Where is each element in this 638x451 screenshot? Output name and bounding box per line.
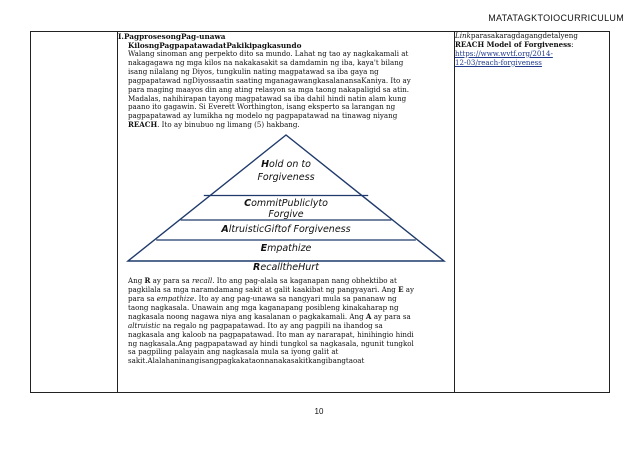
pyramid-level-recall — [118, 261, 454, 275]
reach-letter: E — [398, 285, 404, 295]
reach-pyramid — [118, 134, 454, 262]
side-cell — [455, 32, 610, 393]
intro-line: Madalas, nahihirapan tayong magpatawad sa iba dahil hindi natin alam kung — [128, 93, 407, 103]
empty-cell — [31, 32, 118, 393]
level-text: old on to — [269, 159, 311, 171]
side-text-run: parasakaragdagangdetalyeng — [470, 31, 578, 40]
reach-letter: A — [365, 311, 372, 321]
reference-link[interactable]: https://www.wvtf.org/2014- — [455, 48, 553, 58]
intro-paragraph — [118, 50, 454, 130]
text-run: pagkilala sa mga naramdamang sakit at galit kaakibat ng pangyayari. Ang — [128, 285, 399, 295]
section-subtitle: KilosngPagpapatawadatPakikipagkasundo — [128, 41, 302, 50]
text-run: nagkasala noong nagawa niya ang kasalanan o pagkakamali. Ang — [128, 311, 366, 321]
text-run: na regalo ng pagpapatawad. Ito ay ang pagpili na ihandog sa — [160, 320, 383, 330]
intro-line: paano ito gagawin. Si Everett Worthington, isang eksperto sa larangan ng — [128, 102, 396, 112]
model-name: REACH Model of Forgiveness — [455, 39, 572, 49]
pyramid-level-hold — [118, 158, 454, 184]
intro-line: pagpapatawad ay lumikha ng modelo ng pagpapatawad na tinawag niyang — [128, 111, 398, 121]
level-initial: E — [260, 243, 268, 255]
level-text-line2: Forgiveness — [257, 172, 315, 184]
level-text: ommitPubliclyto — [251, 198, 328, 210]
intro-line: para maging maayos din ang ating relasyon sa mga taong nakapaligid sa atin. — [128, 84, 410, 94]
explanation-line: nagkasala ang kaloob na pagpapatawad. Ito man ay nararapat, hinihingio hindi — [128, 329, 414, 339]
pyramid-level-empathize — [118, 243, 454, 254]
level-initial: H — [261, 159, 270, 171]
reach-term: REACH — [128, 120, 158, 130]
explanation-line: sa pagpiling palayain ang nagkasala mula sa iyong galit at — [128, 347, 339, 357]
header-title: MATATAGKTOIOCURRICULUM — [488, 13, 624, 23]
explanation-line: ng nagkasala.Ang pagpapatawad ay hindi tungkol sa nagkasala, ngunit tungkol — [128, 338, 414, 348]
explanation-line: taong nagkasala. Unawain ang mga kaganapang posibleng kinakaharap ng — [128, 302, 399, 312]
explanation-paragraph — [118, 277, 454, 366]
term: recall — [191, 276, 213, 286]
level-initial: C — [244, 198, 252, 210]
text-run: ay para sa — [371, 311, 411, 321]
level-text: ltruisticGiftof Forgiveness — [228, 224, 351, 236]
pyramid-level-commit — [118, 198, 454, 220]
intro-line: isang nilalang ng Diyos, tungkulin nating magpatawad sa iba gaya ng — [128, 66, 379, 76]
intro-line: Walang sinoman ang perpekto dito sa mundo. Lahat ng tao ay nagkakamali at — [128, 49, 409, 58]
intro-line-rest: . Ito ay binubuo ng limang (5) hakbang. — [157, 120, 300, 130]
text-run: Ang — [128, 276, 145, 286]
text-run: ay — [403, 285, 415, 295]
level-initial: A — [221, 224, 229, 236]
content-table — [30, 31, 610, 393]
level-text: mpathize — [267, 243, 312, 255]
text-run: ay para sa — [150, 276, 192, 286]
reach-letter: R — [144, 276, 151, 286]
intro-line — [128, 121, 454, 130]
term: empathize — [156, 293, 195, 303]
link-word: Link — [455, 31, 471, 40]
main-cell — [118, 32, 455, 393]
text-run: para sa — [128, 293, 157, 303]
pyramid-level-altruistic — [118, 224, 454, 235]
intro-line: nakagagawa ng mga kilos na nakakasakit sa damdamin ng iba, kaya't bilang — [128, 57, 404, 67]
reference-link[interactable]: 12-03/reach-forgiveness — [455, 57, 542, 67]
intro-line: pagpapatawad ngDiyossaatin saating mganagawangkasalanansaKaniya. Ito ay — [128, 75, 411, 85]
level-initial: R — [253, 262, 261, 274]
text-run: . Ito ay ang pag-unawa sa nangyari mula sa pananaw ng — [194, 293, 397, 303]
level-text: ecalltheHurt — [260, 262, 319, 274]
section-title: I.PagprosesongPag-unawa — [118, 32, 226, 41]
text-run: . Ito ang pag-alala sa kaganapan nang obhektibo at — [212, 276, 397, 286]
explanation-line: sakit.Alalahaninangisangpagkakataonnanakasakitkangibangtaoat — [128, 356, 365, 366]
side-note — [455, 32, 609, 68]
term: altruistic — [128, 320, 161, 330]
side-text-run: : — [571, 39, 574, 49]
page-number: 10 — [314, 407, 324, 416]
level-text-line2: Forgive — [268, 209, 304, 221]
